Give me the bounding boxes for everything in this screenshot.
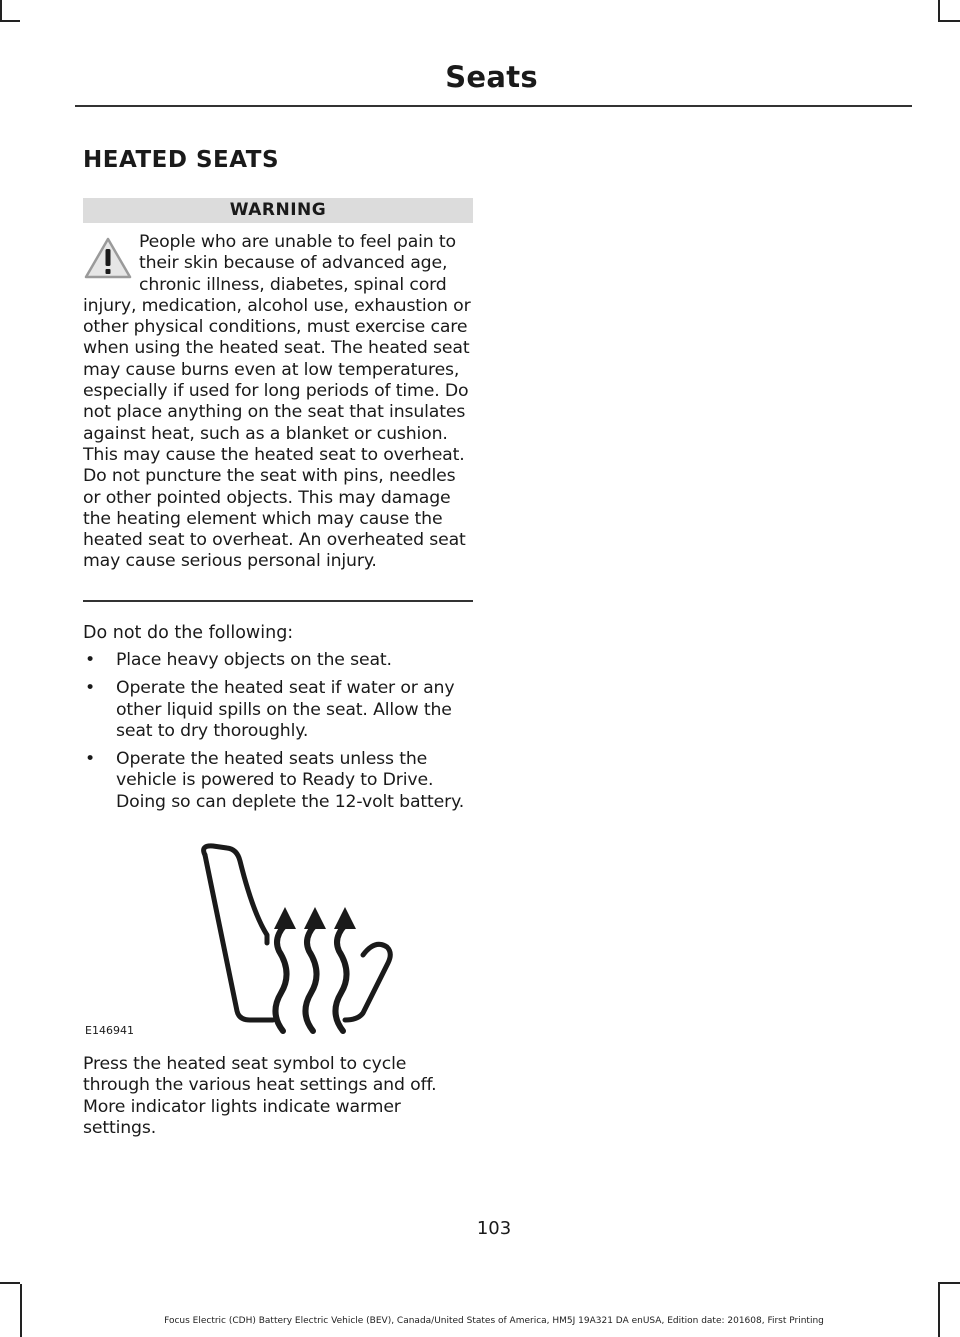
crop-mark (0, 0, 2, 20)
header-divider (75, 105, 912, 107)
crop-mark (938, 1284, 940, 1337)
list-item-text: Place heavy objects on the seat. (116, 650, 392, 670)
warning-text: People who are unable to feel pain to their skin because of advanced age, chronic illness, diabetes, spinal cord injury, medication, alcohol use, exhaustion or other physical conditions, must exercise care when using the heated seat. The heated seat may cause burns even at low temperatures, especially if used for long periods of time. Do not place anything on the seat that insulates against heat, such as a blanket or cushion. This may cause the heated seat to overheat. Do not puncture the seat with pins, needles or other pointed objects. This may damage the heating element which may cause the heated seat to overheat. An overheated seat may cause serious personal injury. (83, 232, 471, 572)
page-header-title: Seats (445, 60, 538, 94)
figure-code: E146941 (85, 1024, 134, 1037)
warning-divider (83, 600, 473, 602)
bullet-list (83, 650, 475, 820)
bullet-marker: • (85, 650, 96, 670)
list-item (83, 650, 475, 671)
list-item-text: Operate the heated seats unless the vehicle is powered to Ready to Drive. Doing so can deplete the 12-volt battery. (116, 749, 465, 812)
crop-mark (0, 1282, 20, 1284)
page-number: 103 (476, 1218, 512, 1239)
crop-mark (938, 0, 940, 20)
list-item-text: Operate the heated seat if water or any other liquid spills on the seat. Allow the seat to dry thoroughly. (116, 678, 455, 741)
crop-mark (20, 1284, 22, 1337)
crop-mark (0, 20, 20, 22)
warning-label: WARNING (83, 198, 473, 223)
list-intro: Do not do the following: (83, 623, 294, 643)
heated-seat-icon (195, 843, 400, 1036)
crop-mark (938, 1282, 960, 1284)
crop-mark (938, 20, 960, 22)
bullet-marker: • (85, 678, 96, 699)
section-title: HEATED SEATS (83, 147, 280, 173)
warning-triangle-icon (83, 236, 133, 280)
warning-box (83, 232, 474, 573)
bullet-marker: • (85, 749, 96, 770)
footer-text: Focus Electric (CDH) Battery Electric Vehicle (BEV), Canada/United States of America, HM5J 19A321 DA enUSA, Edition date: 201608, First Printing (164, 1316, 824, 1326)
list-item (83, 749, 475, 813)
list-item (83, 678, 475, 742)
body-paragraph: Press the heated seat symbol to cycle through the various heat settings and off. More indicator lights indicate warmer settings. (83, 1054, 437, 1138)
